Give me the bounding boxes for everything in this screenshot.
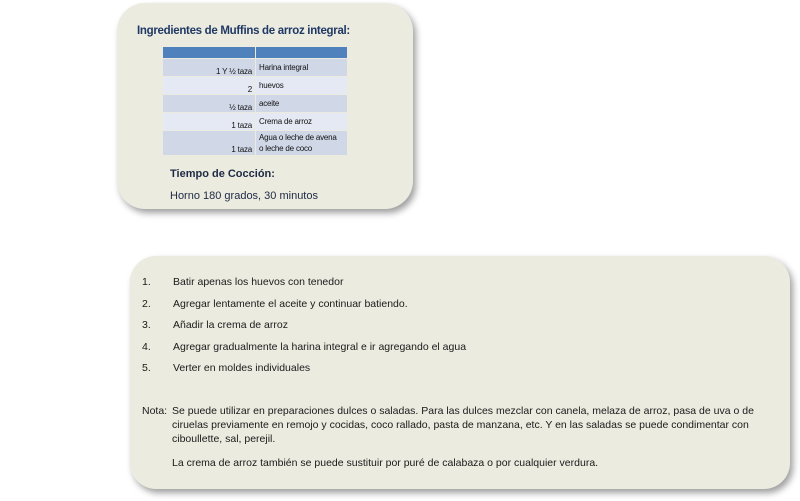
note-label: Nota: bbox=[142, 405, 168, 417]
table-header-row bbox=[163, 47, 347, 58]
step-number: 1. bbox=[142, 276, 151, 288]
ingredients-table bbox=[162, 46, 348, 156]
step-text: Verter en moldes individuales bbox=[173, 362, 311, 374]
step-number: 5. bbox=[142, 362, 151, 374]
ingredient-name: Harina integral bbox=[256, 59, 347, 76]
table-row bbox=[163, 95, 347, 112]
step-number: 4. bbox=[142, 340, 151, 353]
ingredient-qty: 1 Y ½ taza bbox=[163, 59, 255, 76]
ingredient-name-line1: Agua o leche de avena bbox=[259, 133, 337, 142]
ingredient-qty: ½ taza bbox=[163, 95, 255, 112]
ingredient-qty: 1 taza bbox=[163, 113, 255, 130]
ingredients-title: Ingredientes de Muffins de arroz integral: bbox=[137, 25, 350, 37]
note-block bbox=[142, 404, 784, 470]
table-row bbox=[163, 77, 347, 94]
table-row bbox=[163, 59, 347, 76]
ingredient-name-line2: o leche de coco bbox=[259, 144, 313, 153]
note-text: Se puede utilizar en preparaciones dulces o saladas. Para las dulces mezclar con canela, melaza de arroz, pasa de uva o de ciruelas previamente en remojo y cocidas, coco rallado, pasta de manzana, etc. Y en las saladas se puede condimentar con ciboullette, sal, perejil. bbox=[172, 405, 754, 445]
cooking-time-value: Horno 180 grados, 30 minutos bbox=[170, 190, 318, 202]
step-text: Añadir la crema de arroz bbox=[173, 319, 288, 331]
steps-card bbox=[130, 256, 790, 489]
ingredient-name: aceite bbox=[256, 95, 347, 112]
table-row bbox=[163, 131, 347, 155]
table-header-cell bbox=[256, 47, 347, 58]
ingredient-name: Crema de arroz bbox=[256, 113, 347, 130]
step-text: Agregar gradualmente la harina integral e ir agregando el agua bbox=[173, 340, 467, 353]
step-text: Agregar lentamente el aceite y continuar batiendo. bbox=[173, 297, 408, 310]
ingredient-qty: 2 bbox=[163, 77, 255, 94]
cooking-time-label: Tiempo de Cocción: bbox=[170, 168, 275, 180]
step-number: 2. bbox=[142, 297, 151, 310]
ingredient-qty: 1 taza bbox=[163, 131, 255, 155]
step-number: 3. bbox=[142, 319, 151, 331]
ingredients-card bbox=[117, 3, 413, 209]
step-text: Batir apenas los huevos con tenedor bbox=[173, 276, 344, 288]
ingredient-name: huevos bbox=[256, 77, 347, 94]
ingredient-name bbox=[256, 131, 347, 155]
table-header-cell bbox=[163, 47, 255, 58]
table-row bbox=[163, 113, 347, 130]
note-extra: La crema de arroz también se puede sustituir por puré de calabaza o por cualquier verdura. bbox=[172, 457, 599, 469]
